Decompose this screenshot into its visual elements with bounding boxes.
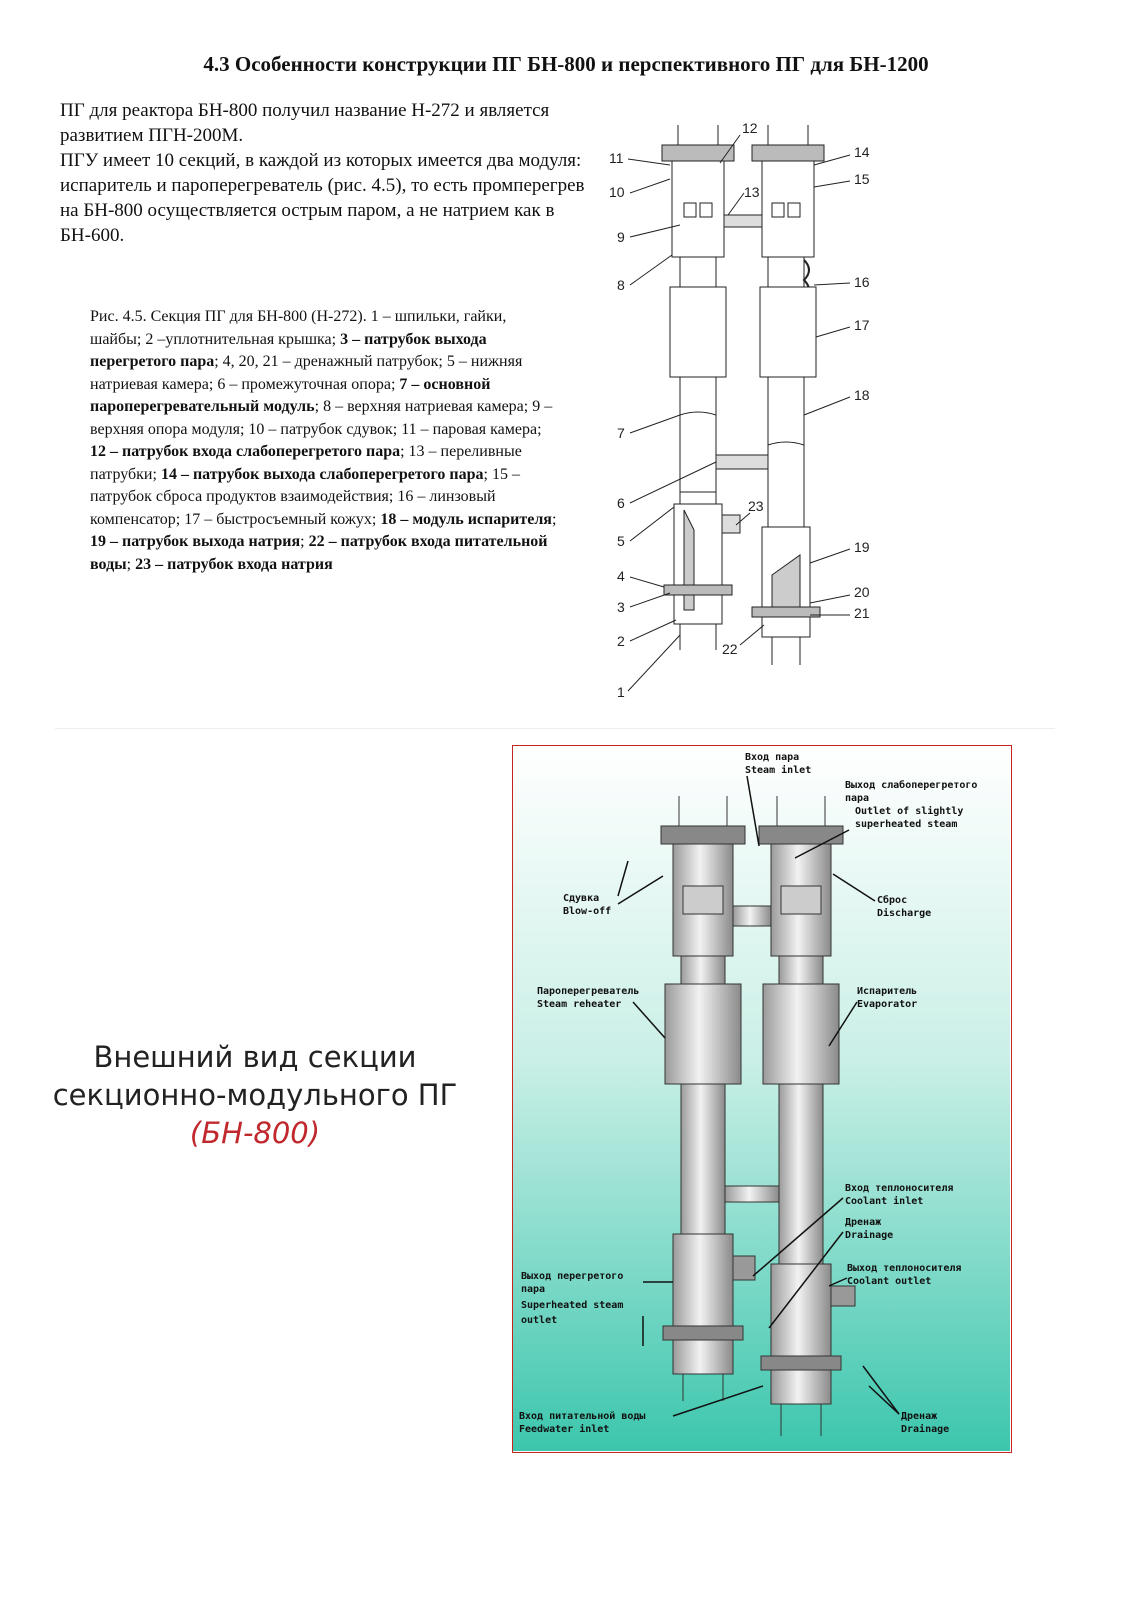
external-view-title [50, 1038, 460, 1152]
caption-part: ; 15 – патрубок сброса продуктов взаимодействия; 16 – линзовый компенсатор; 17 – быстросъемный кожух; [90, 465, 520, 528]
label-blowoff: Сдувка [563, 893, 600, 904]
fig-num: 17 [854, 317, 870, 333]
label-coolant-outlet: Выход теплоносителя [847, 1263, 962, 1274]
label-drainage-2-en: Drainage [901, 1424, 950, 1435]
label-discharge-en: Discharge [877, 908, 932, 919]
caption-part: ; 13 – переливные патрубки; [90, 443, 522, 483]
fig-num: 1 [617, 684, 625, 700]
fig-num: 13 [744, 184, 760, 200]
label-outlet-slight-en: superheated steam [855, 819, 958, 830]
label-drainage-1: Дренаж [845, 1217, 882, 1228]
label-feedwater-en: Feedwater inlet [519, 1424, 610, 1435]
label-discharge: Сброс [877, 895, 908, 906]
external-view-line-2: секционно-модульного ПГ [52, 1078, 458, 1112]
caption-part: ; 8 – верхняя натриевая камера; 9 – верхняя опора модуля; 10 – патрубок сдувок; 11 – паровая камера; [90, 398, 553, 438]
external-view-line-1: Внешний вид секции [93, 1040, 417, 1074]
fig-num: 11 [609, 150, 624, 166]
caption-part: ; [551, 510, 557, 528]
caption-bold: 23 – патрубок входа натрия [135, 555, 333, 573]
fig-num: 3 [617, 599, 625, 615]
label-coolant-inlet-en: Coolant inlet [845, 1196, 924, 1207]
caption-bold: 14 – патрубок выхода слабоперегретого пара [160, 465, 484, 483]
label-sh-outlet-en: outlet [521, 1315, 558, 1326]
section-divider [55, 728, 1055, 729]
fig-num: 10 [609, 184, 625, 200]
page-title: 4.3 Особенности конструкции ПГ БН-800 и перспективного ПГ для БН-1200 [203, 52, 929, 76]
fig-num: 18 [854, 387, 870, 403]
fig-num: 14 [854, 144, 870, 160]
intro-line-2: ПГУ имеет 10 секций, в каждой из которых имеется два модуля: испаритель и пароперегреватель (рис. 4.5), то есть промперегрев на БН-800 осуществляется острым паром, а не натрием как в БН-600. [60, 150, 585, 246]
label-evaporator: Испаритель [857, 986, 918, 997]
caption-bold: 3 – патрубок выхода перегретого пара [90, 330, 487, 370]
label-sh-outlet-en: Superheated steam [521, 1300, 624, 1311]
section-drawing [600, 115, 930, 715]
label-coolant-inlet: Вход теплоносителя [845, 1183, 954, 1194]
caption-part: Рис. 4.5. Секция ПГ для БН-800 (Н-272). 1 – шпильки, гайки, шайбы; 2 –уплотнительная крышка; [90, 308, 507, 348]
fig-num: 22 [722, 641, 738, 657]
fig-num: 6 [617, 495, 625, 511]
caption-bold: 7 – основной пароперегревательный модуль [90, 375, 491, 415]
intro-line-1: ПГ для реактора БН-800 получил название Н-272 и является развитием ПГН-200М. [60, 100, 550, 146]
label-outlet-slight: Выход слабоперегретого [845, 780, 978, 791]
label-outlet-slight: пара [845, 793, 870, 804]
caption-bold: 19 – патрубок выхода натрия [90, 533, 301, 550]
label-blowoff-en: Blow-off [563, 906, 612, 917]
label-feedwater: Вход питательной воды [519, 1411, 646, 1422]
caption-part: ; [300, 533, 309, 550]
label-drainage-2: Дренаж [901, 1411, 938, 1422]
label-reheater: Пароперегреватель [537, 986, 640, 997]
fig-num: 20 [854, 584, 870, 600]
fig-num: 8 [617, 277, 625, 293]
caption-bold: 22 – патрубок входа питательной воды [90, 533, 548, 573]
figure-caption [90, 306, 560, 576]
fig-num: 16 [854, 274, 870, 290]
fig-num: 2 [617, 633, 625, 649]
fig-num: 19 [854, 539, 870, 555]
label-coolant-outlet-en: Coolant outlet [847, 1276, 932, 1287]
label-evaporator-en: Evaporator [857, 999, 918, 1010]
fig-num: 7 [617, 425, 625, 441]
label-drainage-1-en: Drainage [845, 1230, 894, 1241]
fig-num: 9 [617, 229, 625, 245]
label-sh-outlet: Выход перегретого [521, 1271, 624, 1282]
external-view-model: (БН-800) [189, 1116, 321, 1150]
intro-text [60, 98, 600, 248]
fig-num: 12 [742, 120, 758, 136]
fig-num: 15 [854, 171, 870, 187]
label-steam-inlet: Вход пара [745, 752, 800, 763]
label-outlet-slight-en: Outlet of slightly [855, 806, 964, 817]
caption-part: ; [126, 555, 136, 573]
fig-num: 23 [748, 498, 764, 514]
label-steam-inlet-en: Steam inlet [745, 765, 812, 776]
fig-num: 21 [854, 605, 870, 621]
external-view-illustration [512, 745, 1012, 1453]
caption-bold: 18 – модуль испарителя [380, 510, 552, 528]
label-reheater-en: Steam reheater [537, 999, 622, 1010]
label-sh-outlet: пара [521, 1284, 546, 1295]
fig-num: 5 [617, 533, 625, 549]
caption-part: ; 4, 20, 21 – дренажный патрубок; 5 – нижняя натриевая камера; 6 – промежуточная опора; [90, 353, 523, 393]
caption-bold: 12 – патрубок входа слабоперегретого пара [90, 443, 401, 460]
fig-num: 4 [617, 568, 625, 584]
